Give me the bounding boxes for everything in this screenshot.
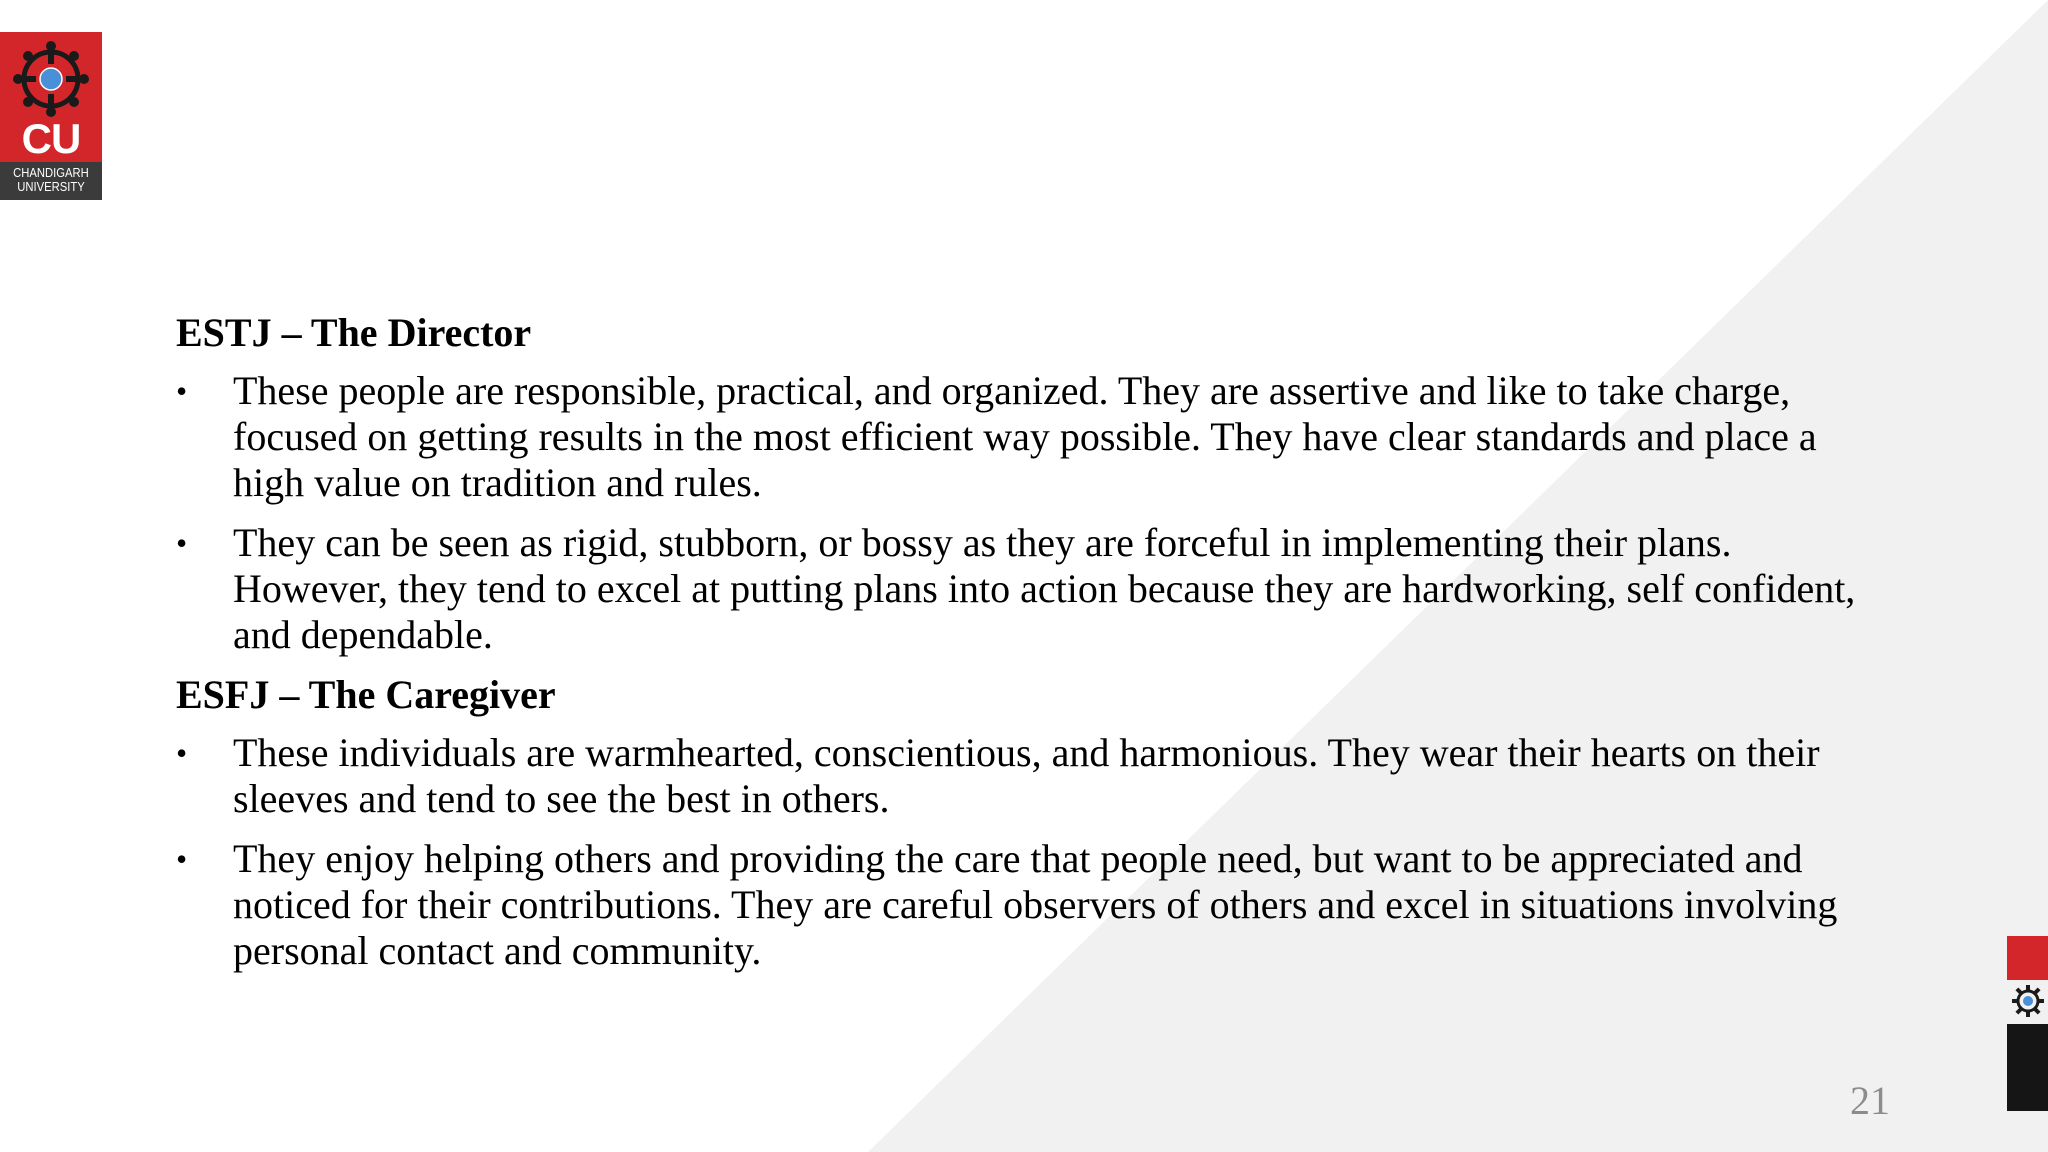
- bullet-marker: •: [176, 373, 188, 409]
- bullet-marker: •: [176, 841, 188, 877]
- slide-content: [176, 310, 1896, 988]
- logo-name-line1: CHANDIGARH: [13, 166, 89, 180]
- side-tab-black: [2007, 1024, 2048, 1111]
- logo-abbreviation: CU: [21, 115, 81, 162]
- bullet-text: They can be seen as rigid, stubborn, or bossy as they are forceful in implementing their plans. However, they tend to excel at putting plans into action because they are hardworking, self confident, and dependable.: [233, 520, 1856, 657]
- gear-icon: [2011, 984, 2045, 1018]
- side-tab-red: [2007, 936, 2048, 980]
- university-logo: [0, 32, 102, 200]
- bullet-marker: •: [176, 735, 188, 771]
- bullet-text: These individuals are warmhearted, conscientious, and harmonious. They wear their hearts on their sleeves and tend to see the best in others.: [233, 730, 1820, 821]
- bullet-item: [176, 368, 1896, 506]
- logo-name-line2: UNIVERSITY: [17, 180, 85, 194]
- page-number: 21: [1850, 1078, 1890, 1123]
- heading-esfj: ESFJ – The Caregiver: [176, 672, 556, 717]
- logo-university-name: [5, 166, 97, 194]
- bullet-marker: •: [176, 525, 188, 561]
- bullet-item: [176, 836, 1896, 974]
- logo-emblem-icon: [10, 38, 92, 120]
- bullet-item: [176, 520, 1896, 658]
- bullet-text: These people are responsible, practical, and organized. They are assertive and like to take charge, focused on getting results in the most efficient way possible. They have clear standards and place a high value on tradition and rules.: [233, 368, 1817, 505]
- bullet-item: [176, 730, 1896, 822]
- bullet-text: They enjoy helping others and providing the care that people need, but want to be appreciated and noticed for their contributions. They are careful observers of others and excel in situations involving personal contact and community.: [233, 836, 1838, 973]
- heading-estj: ESTJ – The Director: [176, 310, 532, 355]
